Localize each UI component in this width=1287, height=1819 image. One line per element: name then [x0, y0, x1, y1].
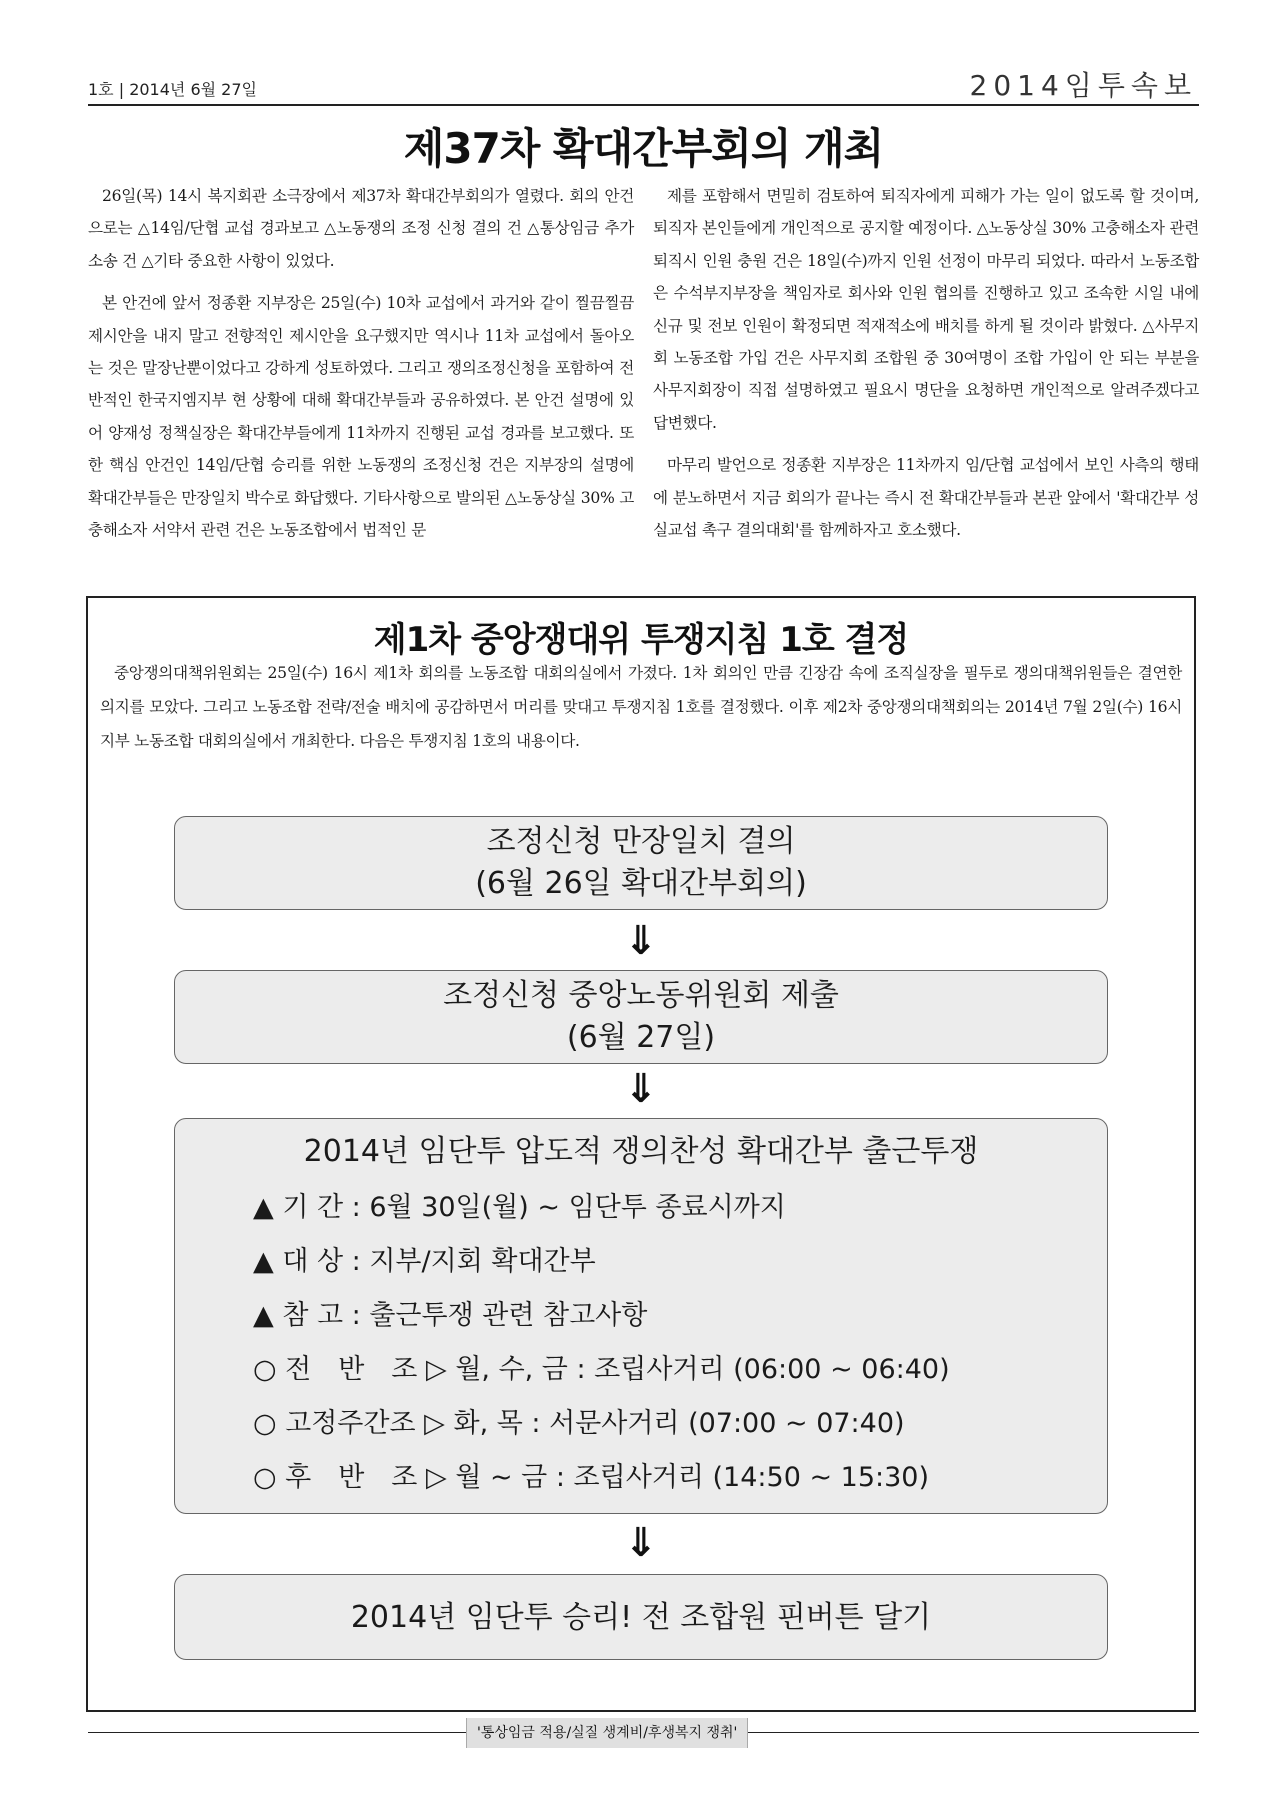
article-column-left [88, 180, 634, 580]
flow-step-submission [174, 970, 1108, 1064]
article-body [88, 180, 1199, 580]
detail-day-shift: ○ 고정주간조 ▷ 화, 목 : 서문사거리 (07:00 ~ 07:40) [253, 1408, 905, 1439]
box-intro: 중앙쟁의대책위원회는 25일(수) 16시 제1차 회의를 노동조합 대회의실에서 가졌다. 1차 회의인 만큼 긴장감 속에 조직실장을 필두로 쟁의대책위원들은 결연한 의지를 모았다. 그리고 노동조합 전략/전술 배치에 공감하면서 머리를 맞대고 투쟁지침 1호를 결정했다. 이후 제2차 중앙쟁의대책회의는 2014년 7월 2일(수) 16시 지부 노동조합 대회의실에서 개최한다. 다음은 투쟁지침 1호의 내용이다. [100, 664, 1182, 750]
detail-reference: ▲ 참 고 : 출근투쟁 관련 참고사항 [253, 1300, 648, 1331]
flow-step-pin-button [174, 1574, 1108, 1660]
flow-step-commute-struggle [174, 1118, 1108, 1514]
newsletter-title: 2014임투속보 [969, 69, 1197, 102]
flow-step-resolution [174, 816, 1108, 910]
article-headline: 제37차 확대간부회의 개최 [403, 124, 884, 173]
step-line: 조정신청 만장일치 결의 [486, 824, 796, 859]
page-header [88, 64, 1199, 106]
struggle-detail-list [253, 1181, 1107, 1505]
step-line: (6월 27일) [566, 1020, 716, 1055]
article-paragraph: 26일(목) 14시 복지회관 소극장에서 제37차 확대간부회의가 열렸다. 회의 안건으로는 △14임/단협 교섭 경과보고 △노동쟁의 조정 신청 결의 건 △통상임금 추가 소송 건 △기타 중요한 사항이 있었다. [88, 187, 634, 270]
footer-slogan: '통상임금 적용/실질 생계비/후생복지 쟁취' [466, 1718, 748, 1748]
detail-first-shift: ○ 전 반 조 ▷ 월, 수, 금 : 조립사거리 (06:00 ~ 06:40) [253, 1354, 950, 1385]
article-paragraph: 제를 포함해서 면밀히 검토하여 퇴직자에게 피해가 가는 일이 없도록 할 것이며, 퇴직자 본인들에게 개인적으로 공지할 예정이다. △노동상실 30% 고충해소자 관련 퇴직시 인원 충원 건은 18일(수)까지 인원 선정이 마무리 되었다. 따라서 노동조합은 수석부지부장을 책임자로 회사와 인원 협의를 진행하고 있고 조속한 시일 내에 신규 및 전보 인원이 확정되면 적재적소에 배치를 하게 될 것이라 밝혔다. △사무지회 노동조합 가입 건은 사무지회 조합원 중 30여명이 조합 가입이 안 되는 부분을 사무지회장이 직접 설명하였고 필요시 명단을 요청하면 개인적으로 알려주겠다고 답변했다. [653, 187, 1199, 432]
issue-date: 1호 | 2014년 6월 27일 [88, 80, 257, 99]
step-line: (6월 26일 확대간부회의) [475, 866, 807, 901]
step-title: 2014년 임단투 압도적 쟁의찬성 확대간부 출근투쟁 [303, 1134, 979, 1169]
detail-second-shift: ○ 후 반 조 ▷ 월 ~ 금 : 조립사거리 (14:50 ~ 15:30) [253, 1462, 929, 1493]
detail-period: ▲ 기 간 : 6월 30일(월) ~ 임단투 종료시까지 [253, 1192, 786, 1223]
article-paragraph: 마무리 발언으로 정종환 지부장은 11차까지 임/단협 교섭에서 보인 사측의 행태에 분노하면서 지금 회의가 끝나는 즉시 전 확대간부들과 본관 앞에서 '확대간부 성실교섭 촉구 결의대회'를 함께하자고 호소했다. [653, 456, 1199, 540]
detail-target: ▲ 대 상 : 지부/지회 확대간부 [253, 1246, 596, 1277]
struggle-guideline-box [86, 596, 1196, 1712]
box-title: 제1차 중앙쟁대위 투쟁지침 1호 결정 [373, 620, 909, 660]
article-paragraph: 본 안건에 앞서 정종환 지부장은 25일(수) 10차 교섭에서 과거와 같이 찔끔찔끔 제시안을 내지 말고 전향적인 제시안을 요구했지만 역시나 11차 교섭에서 돌아오는 것은 말장난뿐이었다고 강하게 성토하였다. 그리고 쟁의조정신청을 포함하여 전반적인 한국지엠지부 현 상황에 대해 확대간부들과 공유하였다. 본 안건 설명에 있어 양재성 정책실장은 확대간부들에게 11차까지 진행된 교섭 경과를 보고했다. 또한 핵심 안건인 14임/단협 승리를 위한 노동쟁의 조정신청 건은 지부장의 설명에 확대간부들은 만장일치 박수로 화답했다. 기타사항으로 발의된 △노동상실 30% 고충해소자 서약서 관련 건은 노동조합에서 법적인 문 [88, 294, 634, 540]
step-line: 2014년 임단투 승리! 전 조합원 핀버튼 달기 [350, 1600, 932, 1635]
down-arrow-icon: ⇓ [624, 1520, 658, 1566]
step-line: 조정신청 중앙노동위원회 제출 [443, 978, 839, 1013]
down-arrow-icon: ⇓ [624, 918, 658, 964]
down-arrow-icon: ⇓ [624, 1066, 658, 1112]
article-column-right [653, 180, 1199, 580]
